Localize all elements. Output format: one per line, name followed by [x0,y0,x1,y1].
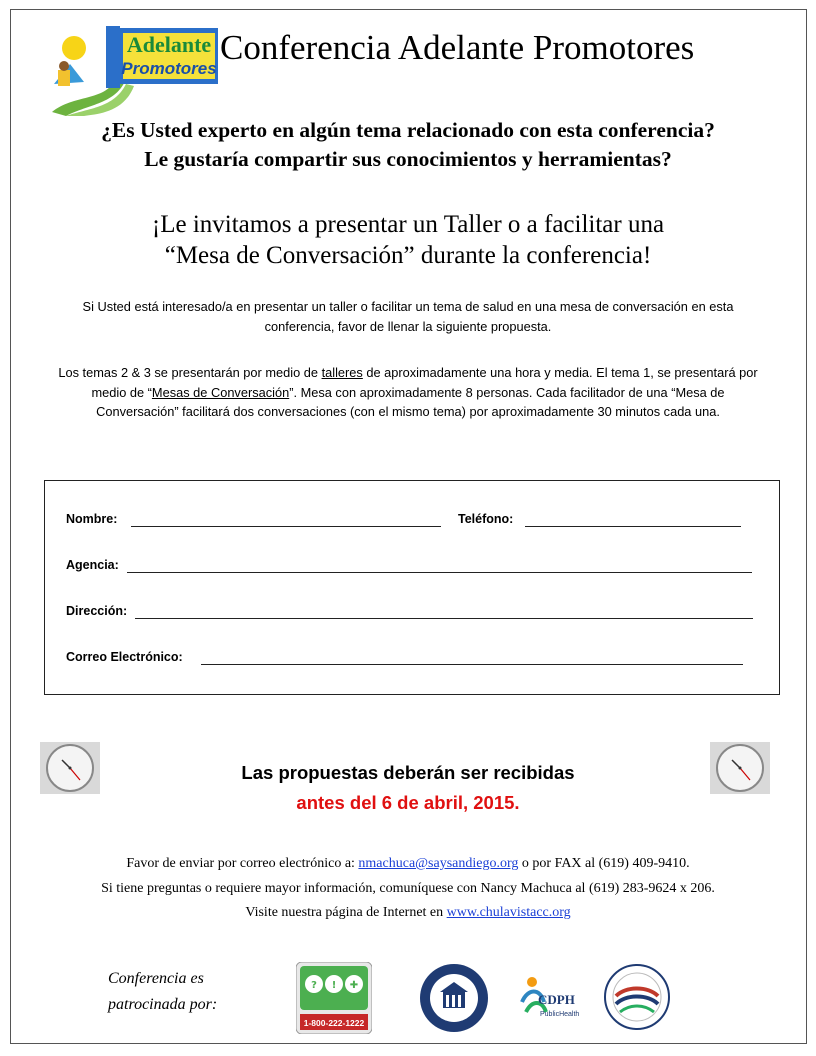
contact-line-website: Visite nuestra página de Internet en www.chulavistacc.org [245,905,571,920]
email-link[interactable]: nmachuca@saysandiego.org [358,856,519,871]
telefono-field[interactable] [525,526,741,527]
nombre-field[interactable] [131,526,441,527]
intro-paragraph: Si Usted está interesado/a en presentar un taller o facilitar un tema de salud en una mesa de conversación en esta conferencia, favor de llenar la siguiente propuesta. [82,299,734,334]
website-link[interactable]: www.chulavistacc.org [446,905,571,920]
sponsor-label: Conferencia es patrocinada por: [108,970,218,1013]
correo-label: Correo Electrónico: [66,650,183,664]
poison-helpline-logo [296,962,372,1034]
svg-text:CDPH: CDPH [538,992,575,1007]
national-university-logo [416,962,492,1034]
svg-text:✚: ✚ [349,980,359,991]
question-line-2: Le gustaría compartir sus conocimientos y herramientas? [144,147,672,171]
invitation-line-2: “Mesa de Conversación” durante la conferencia! [164,242,652,269]
cdph-logo [518,968,580,1026]
agencia-field[interactable] [127,572,752,573]
agencia-label: Agencia: [66,558,119,572]
direccion-field[interactable] [135,618,753,619]
question-line-1: ¿Es Usted experto en algún tema relacionado con esta conferencia? [101,118,715,142]
direccion-label: Dirección: [66,604,128,618]
telefono-label: Teléfono: [458,512,514,526]
page-title: Conferencia Adelante Promotores [220,28,695,67]
svg-text:PublicHealth: PublicHealth [540,1011,580,1018]
deadline-heading: Las propuestas deberán ser recibidas [241,762,575,783]
svg-text:1-800-222-1222: 1-800-222-1222 [303,1018,365,1028]
talleres-term: talleres [321,365,363,380]
contact-line-email: Favor de enviar por correo electrónico a: nmachuca@saysandiego.org o por FAX al (619) 409-9410. [126,856,690,871]
proposal-form [44,480,780,695]
svg-text:!: ! [331,980,337,991]
invitation-line-1: ¡Le invitamos a presentar un Taller o a facilitar una [151,211,665,238]
svg-text:?: ? [311,980,317,991]
svg-text:Adelante: Adelante [126,32,212,57]
svg-text:Promotores: Promotores [121,59,217,78]
adelante-promotores-logo [44,24,224,116]
deadline-date: antes del 6 de abril, 2015. [296,792,520,813]
mesas-term: Mesas de Conversación [151,384,290,400]
correo-field[interactable] [201,664,743,665]
details-paragraph: Los temas 2 & 3 se presentarán por medio de talleres de aproximadamente una hora y media. El tema 1, se presentará por medio de “Mesas de Conversación”. Mesa con aproximadamente 8 personas. Cada facilitador de una “Mesa de Conversación” facilitará dos conversaciones (con el mismo tema) por aproximadamente 30 minutos cada una. [58,365,758,419]
contact-line-phone: Si tiene preguntas o requiere mayor información, comuníquese con Nancy Machuca al (619) 283-9624 x 206. [101,881,715,896]
nombre-label: Nombre: [66,512,118,526]
border-health-commission-logo [602,962,672,1032]
